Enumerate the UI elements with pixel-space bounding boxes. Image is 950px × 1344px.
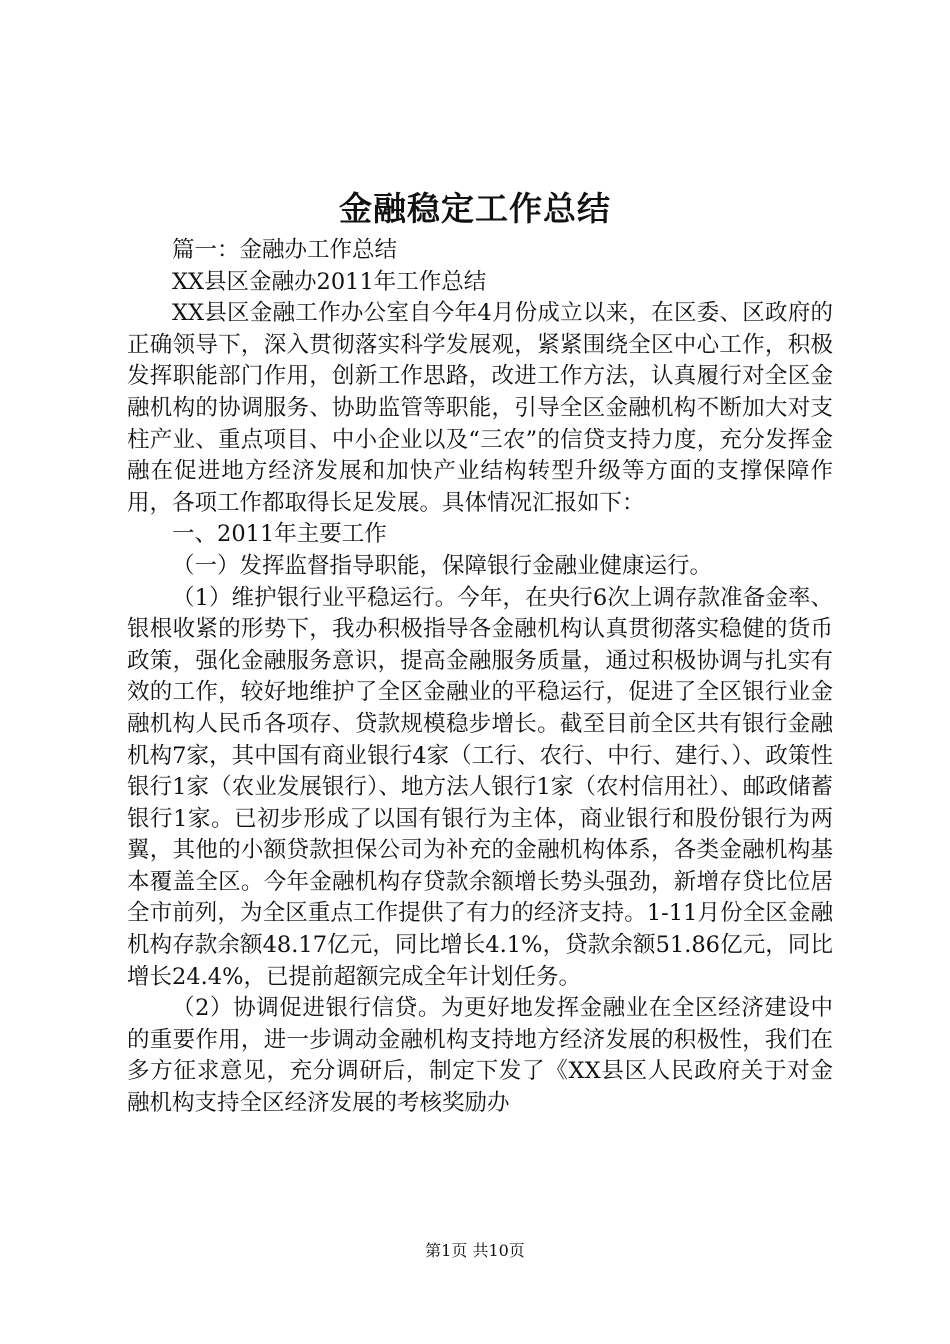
- body-paragraph: （1）维护银行业平稳运行。今年，在央行6次上调存款准备金率、银根收紧的形势下，我办积极指导各金融机构认真贯彻落实稳健的货币政策，强化金融服务意识，提高金融服务质量，通过积极协调与扎实有效的工作，较好地维护了全区金融业的平稳运行，促进了全区银行业金融机构人民币各项存、贷款规模稳步增长。截至目前全区共有银行金融机构7家，其中国有商业银行4家（工行、农行、中行、建行、）、政策性银行1家（农业发展银行）、地方法人银行1家（农村信用社）、邮政储蓄银行1家。已初步形成了以国有银行为主体，商业银行和股份银行为两翼，其他的小额贷款担保公司为补充的金融机构体系，各类金融机构基本覆盖全区。今年金融机构存贷款余额增长势头强劲，新增存贷比位居全市前列，为全区重点工作提供了有力的经济支持。1-11月份全区金融机构存款余额48.17亿元，同比增长4.1%，贷款余额51.86亿元，同比增长24.4%，已提前超额完成全年计划任务。: [127, 584, 833, 990]
- report-title: XX县区金融办2011年工作总结: [172, 268, 487, 295]
- document-body: [127, 235, 833, 1120]
- body-paragraph: XX县区金融工作办公室自今年4月份成立以来，在区委、区政府的正确领导下，深入贯彻落实科学发展观，紧紧围绕全区中心工作，积极发挥职能部门作用，创新工作思路，改进工作方法，认真履行对全区金融机构的协调服务、协助监管等职能，引导全区金融机构不断加大对支柱产业、重点项目、中小企业以及“三农”的信贷支持力度，充分发挥金融在促进地方经济发展和加快产业结构转型升级等方面的支撑保障作用，各项工作都取得长足发展。具体情况汇报如下：: [127, 300, 833, 516]
- section-heading: 篇一：金融办工作总结: [172, 237, 398, 263]
- body-paragraph: （2）协调促进银行信贷。为更好地发挥金融业在全区经济建设中的重要作用，进一步调动金融机构支持地方经济发展的积极性，我们在多方征求意见，充分调研后，制定下发了《XX县区人民政府关于对金融机构支持全区经济发展的考核奖励办: [127, 995, 833, 1117]
- subsection-heading: （一）发挥监督指导职能，保障银行金融业健康运行。: [172, 552, 713, 579]
- document-title: 金融稳定工作总结: [339, 189, 611, 228]
- section-heading: 一、2011年主要工作: [172, 521, 387, 548]
- page-number-footer: 第1页 共10页: [425, 1241, 525, 1260]
